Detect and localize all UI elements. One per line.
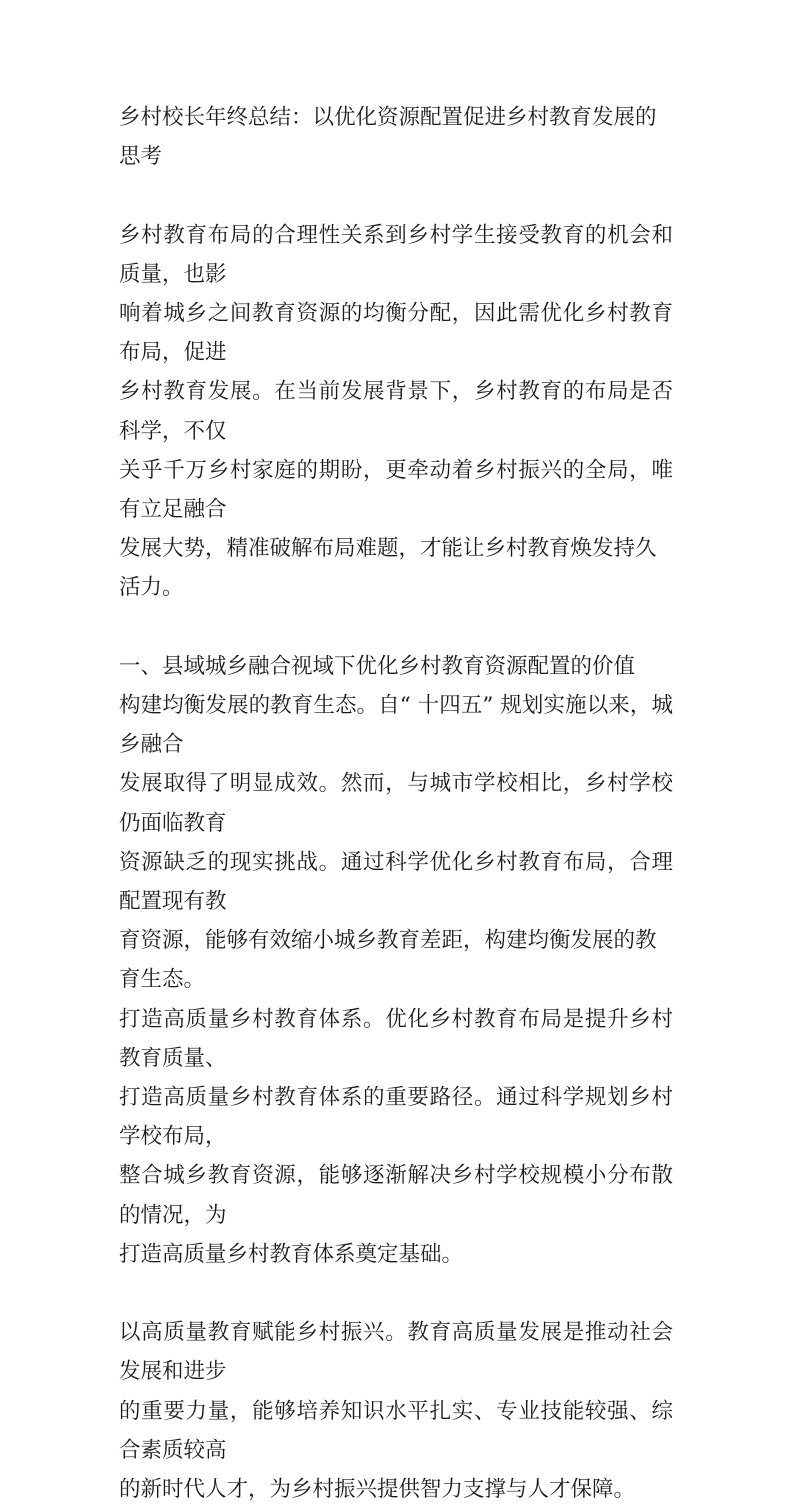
paragraph-line: 关乎千万乡村家庭的期盼，更牵动着乡村振兴的全局，唯有立足融合	[119, 457, 673, 523]
paragraph-line: 乡村教育布局的合理性关系到乡村学生接受教育的机会和质量，也影	[119, 222, 673, 287]
paragraph-line: 整合城乡教育资源，能够逐渐解决乡村学校规模小分布散的情况，为	[119, 1163, 673, 1228]
paragraph-line: 的新时代人才，为乡村振兴提供智力支撑与人才保障。	[119, 1477, 636, 1503]
intro-paragraph	[119, 216, 673, 608]
paragraph-line: 发展大势，精准破解布局难题，才能让乡村教育焕发持久活力。	[119, 536, 657, 601]
document-page	[119, 0, 673, 1509]
paragraph-line: 打造高质量乡村教育体系的重要路径。通过科学规划乡村学校布局，	[119, 1085, 673, 1150]
paragraph-line: 打造高质量乡村教育体系。优化乡村教育布局是提升乡村教育质量、	[119, 1006, 673, 1071]
paragraph-line: 以高质量教育赋能乡村振兴。教育高质量发展是推动社会发展和进步	[119, 1320, 673, 1385]
blank-line	[119, 608, 673, 647]
blank-line	[119, 1274, 673, 1313]
paragraph-line: 的重要力量，能够培养知识水平扎实、专业技能较强、综合素质较高	[119, 1398, 673, 1463]
paragraph-line: 乡村教育发展。在当前发展背景下，乡村教育的布局是否科学，不仅	[119, 379, 673, 444]
paragraph-line: 构建均衡发展的教育生态。自“ 十四五” 规划实施以来，城乡融合	[119, 693, 673, 758]
section-heading: 一、县域城乡融合视域下优化乡村教育资源配置的价值	[119, 653, 636, 679]
paragraph-line: 响着城乡之间教育资源的均衡分配，因此需优化乡村教育布局，促进	[119, 301, 673, 366]
paragraph-line: 育资源，能够有效缩小城乡教育差距，构建均衡发展的教育生态。	[119, 928, 657, 993]
section-paragraph-rural-revitalization	[119, 1313, 673, 1509]
section-paragraph-quality-system	[119, 1000, 673, 1274]
paragraph-line: 打造高质量乡村教育体系奠定基础。	[119, 1241, 464, 1267]
paragraph-line: 资源缺乏的现实挑战。通过科学优化乡村教育布局，合理配置现有教	[119, 849, 673, 915]
blank-line	[119, 176, 673, 215]
document-title: 乡村校长年终总结：以优化资源配置促进乡村教育发展的思考	[119, 105, 657, 170]
section-paragraph-balanced-ecology	[119, 686, 673, 1000]
paragraph-line: 发展取得了明显成效。然而，与城市学校相比，乡村学校仍面临教育	[119, 771, 673, 836]
